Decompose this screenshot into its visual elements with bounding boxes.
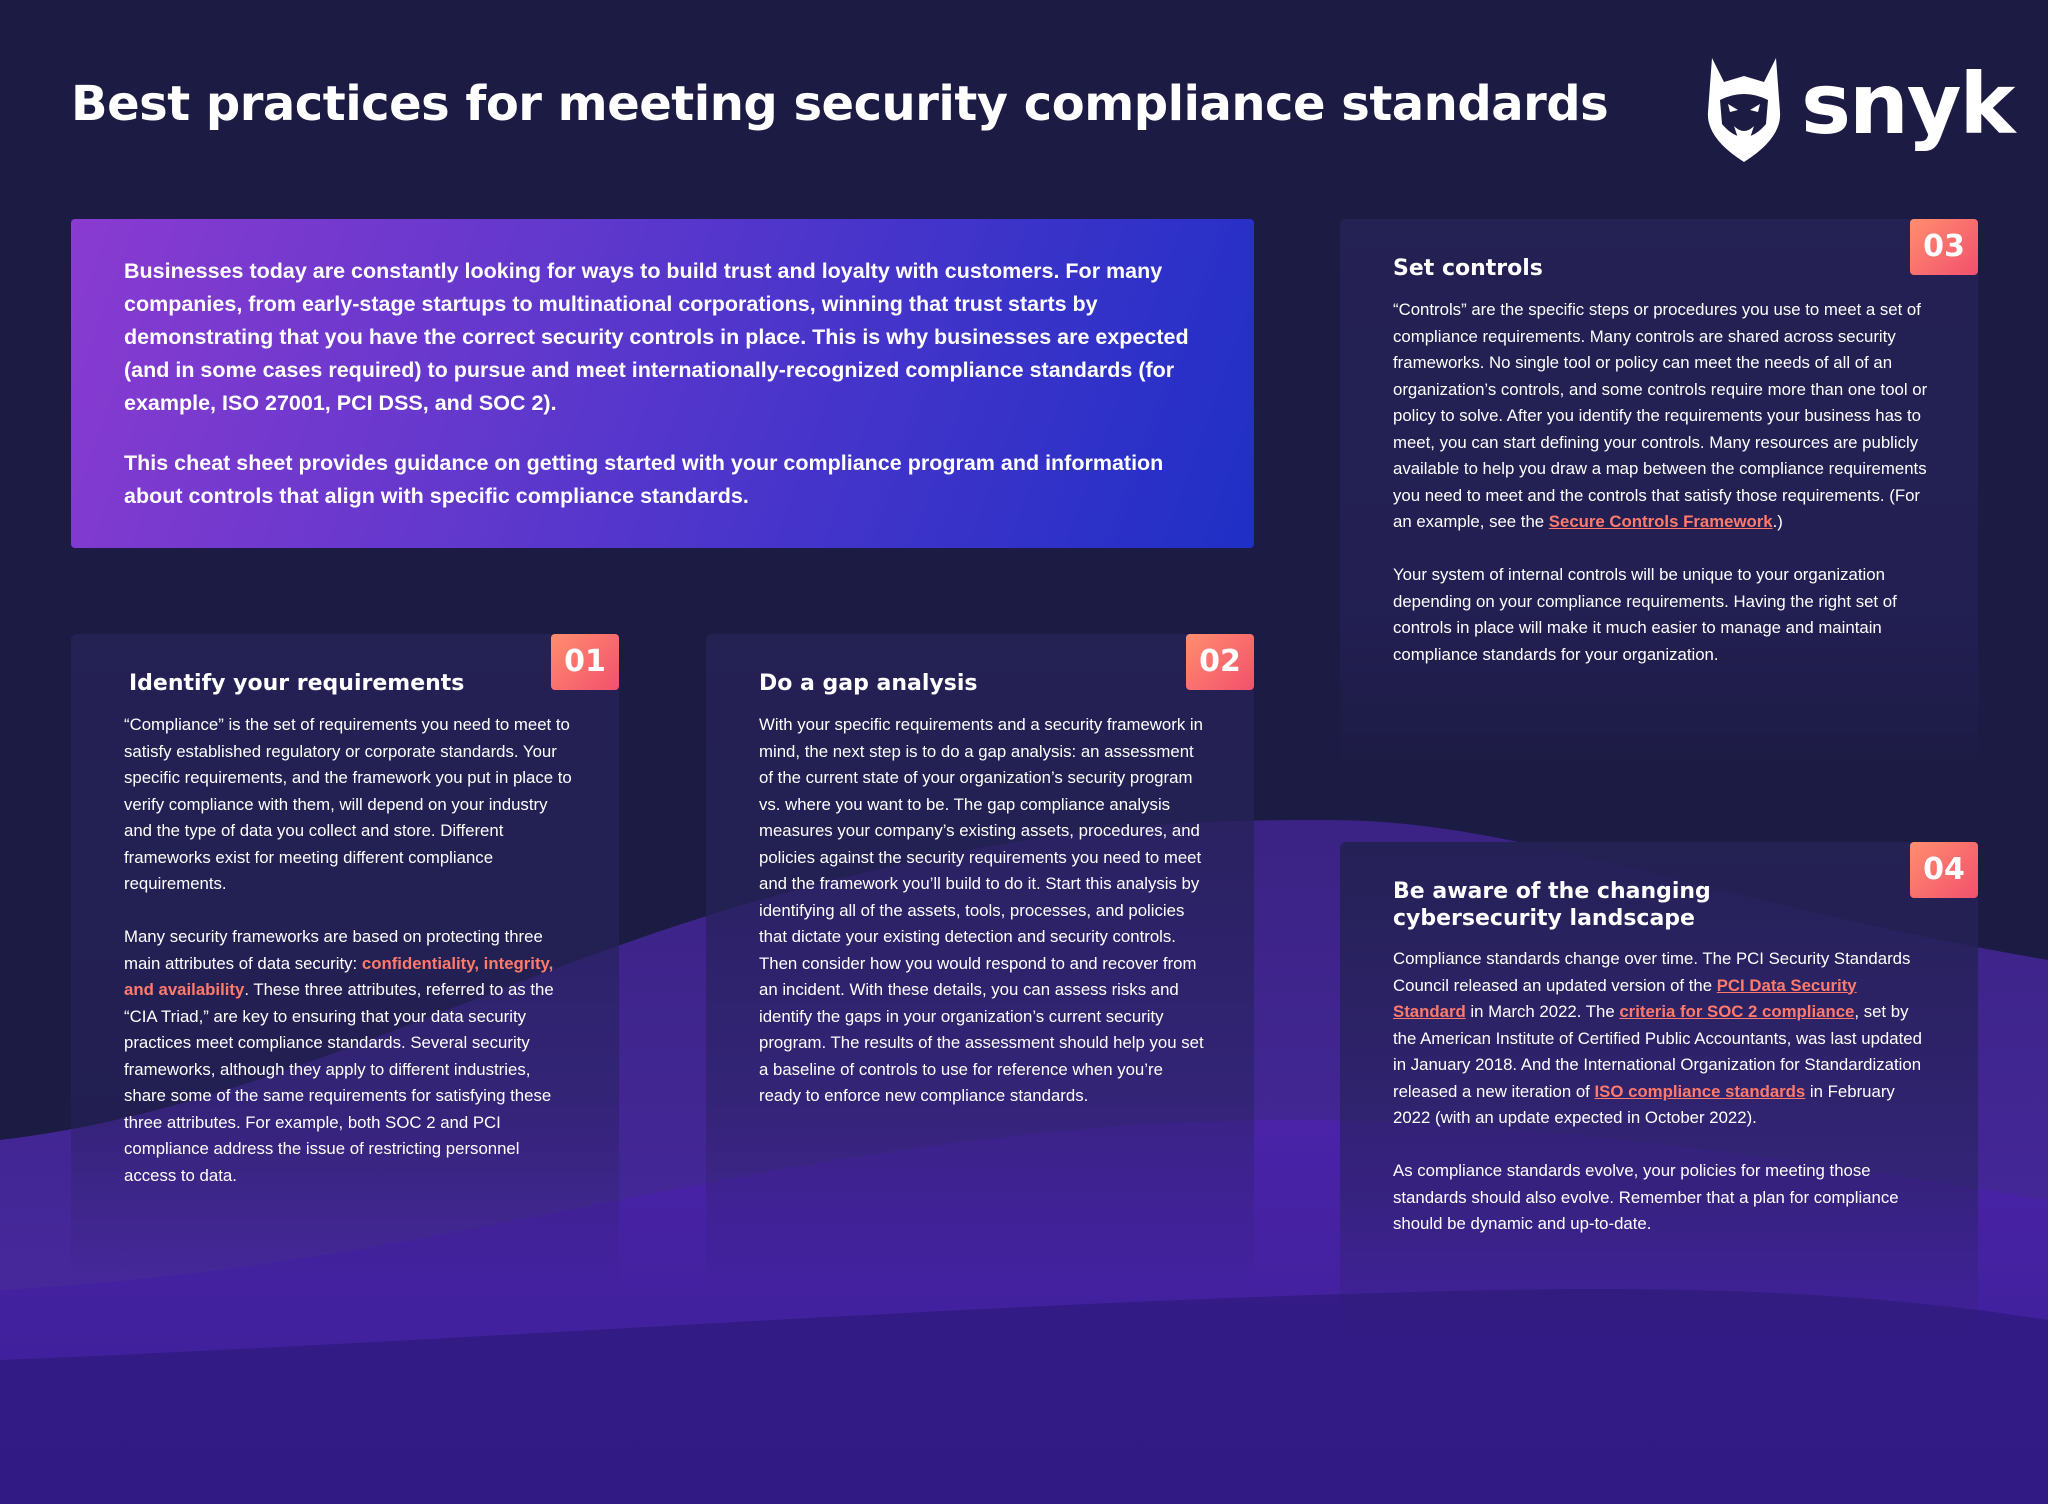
card-title: Set controls [1393, 256, 1543, 281]
intro-paragraph: Businesses today are constantly looking for ways to build trust and loyalty with customers. For many companies, from early-stage startups to multinational corporations, winning that trust starts by demonstrating that you have the correct security controls in place. This is why businesses are expected (and in some cases required) to pursue and meet internationally-recognized compliance standards (for example, ISO 27001, PCI DSS, and SOC 2). [124, 259, 1189, 415]
card-title: Do a gap analysis [759, 671, 978, 696]
card-paragraph: Compliance standards change over time. The PCI Security Standards Council released an updated version of the PCI Data Security Standard in March 2022. The criteria for SOC 2 compliance, set by the American Institute of Certified Public Accountants, was last updated in January 2018. And the International Organization for Standardization released a new iteration of ISO compliance standards in February 2022 (with an update expected in October 2022). [1393, 949, 1922, 1127]
step-number-badge: 02 [1186, 634, 1254, 690]
card-paragraph: “Controls” are the specific steps or procedures you use to meet a set of compliance requirements. Many controls are shared across security frameworks. No single tool or policy can meet the needs of all of an organization’s controls, and some controls require more than one tool or policy to solve. After you identify the requirements your business has to meet, you can start defining your controls. Many resources are publicly available to help you draw a map between the compliance requirements you need to meet and the controls that satisfy those requirements. (For an example, see the Secure Controls Framework.) [1393, 300, 1928, 531]
soc2-criteria-link[interactable]: criteria for SOC 2 compliance [1619, 1002, 1855, 1021]
card-identify-requirements [71, 634, 619, 1284]
card-title: Identify your requirements [129, 671, 465, 696]
card-body [759, 712, 1209, 1136]
card-paragraph: Your system of internal controls will be unique to your organization depending on your compliance requirements. Having the right set of controls in place will make it much easier to manage and maintain compliance standards for your organization. [1393, 565, 1897, 664]
card-body [1393, 946, 1933, 1264]
card-set-controls [1340, 219, 1978, 779]
page-title: Best practices for meeting security compliance standards [71, 76, 1609, 132]
card-cybersecurity-landscape [1340, 842, 1978, 1342]
card-paragraph: “Compliance” is the set of requirements you need to meet to satisfy established regulatory or corporate standards. Your specific requirements, and the framework you put in place to verify compliance with them, will depend on your industry and the type of data you collect and store. Different frameworks exist for meeting different compliance requirements. [124, 715, 572, 893]
secure-controls-framework-link[interactable]: Secure Controls Framework [1548, 512, 1773, 531]
card-body [1393, 297, 1933, 695]
step-number-badge: 03 [1910, 219, 1978, 275]
card-gap-analysis [706, 634, 1254, 1284]
pci-dss-link[interactable]: PCI Data Security Standard [1393, 975, 1857, 1021]
intro-panel [71, 219, 1254, 548]
card-title: Be aware of the changing cybersecurity landscape [1393, 879, 1711, 931]
card-paragraph: With your specific requirements and a security framework in mind, the next step is to do a gap analysis: an assessment of the current state of your organization’s security program vs. where you want to be. The gap compliance analysis measures your company’s existing assets, procedures, and policies against the security requirements you need to meet and the framework you’ll build to do it. Start this analysis by identifying all of the assets, tools, processes, and policies that dictate your existing detection and security controls. Then consider how you would respond to and recover from an incident. With these details, you can assess risks and identify the gaps in your organization’s current security program. The results of the assessment should help you set a baseline of controls to use for reference when you’re ready to enforce new compliance standards. [759, 715, 1204, 1105]
step-number-badge: 04 [1910, 842, 1978, 898]
doberman-icon [1704, 52, 1784, 164]
card-paragraph: As compliance standards evolve, your policies for meeting those standards should also evolve. Remember that a plan for compliance should be dynamic and up-to-date. [1393, 1161, 1899, 1233]
step-number-badge: 01 [551, 634, 619, 690]
snyk-logo[interactable] [1704, 52, 2014, 164]
card-paragraph: Many security frameworks are based on protecting three main attributes of data security: confidentiality, integrity, and availability. These three attributes, referred to as the “CIA Triad,” are key to ensuring that your data security practices meet compliance standards. Several security frameworks, although they apply to different industries, share some of the same requirements for satisfying these three attributes. For example, both SOC 2 and PCI compliance address the issue of restricting personnel access to data. [124, 927, 554, 1185]
logo-wordmark: snyk [1801, 55, 2014, 153]
intro-paragraph: This cheat sheet provides guidance on getting started with your compliance program and information about controls that align with specific compliance standards. [124, 451, 1164, 508]
card-body [124, 712, 574, 1216]
cia-highlight: confidentiality, integrity, and availability [124, 953, 554, 999]
iso-standards-link[interactable]: ISO compliance standards [1594, 1081, 1806, 1101]
